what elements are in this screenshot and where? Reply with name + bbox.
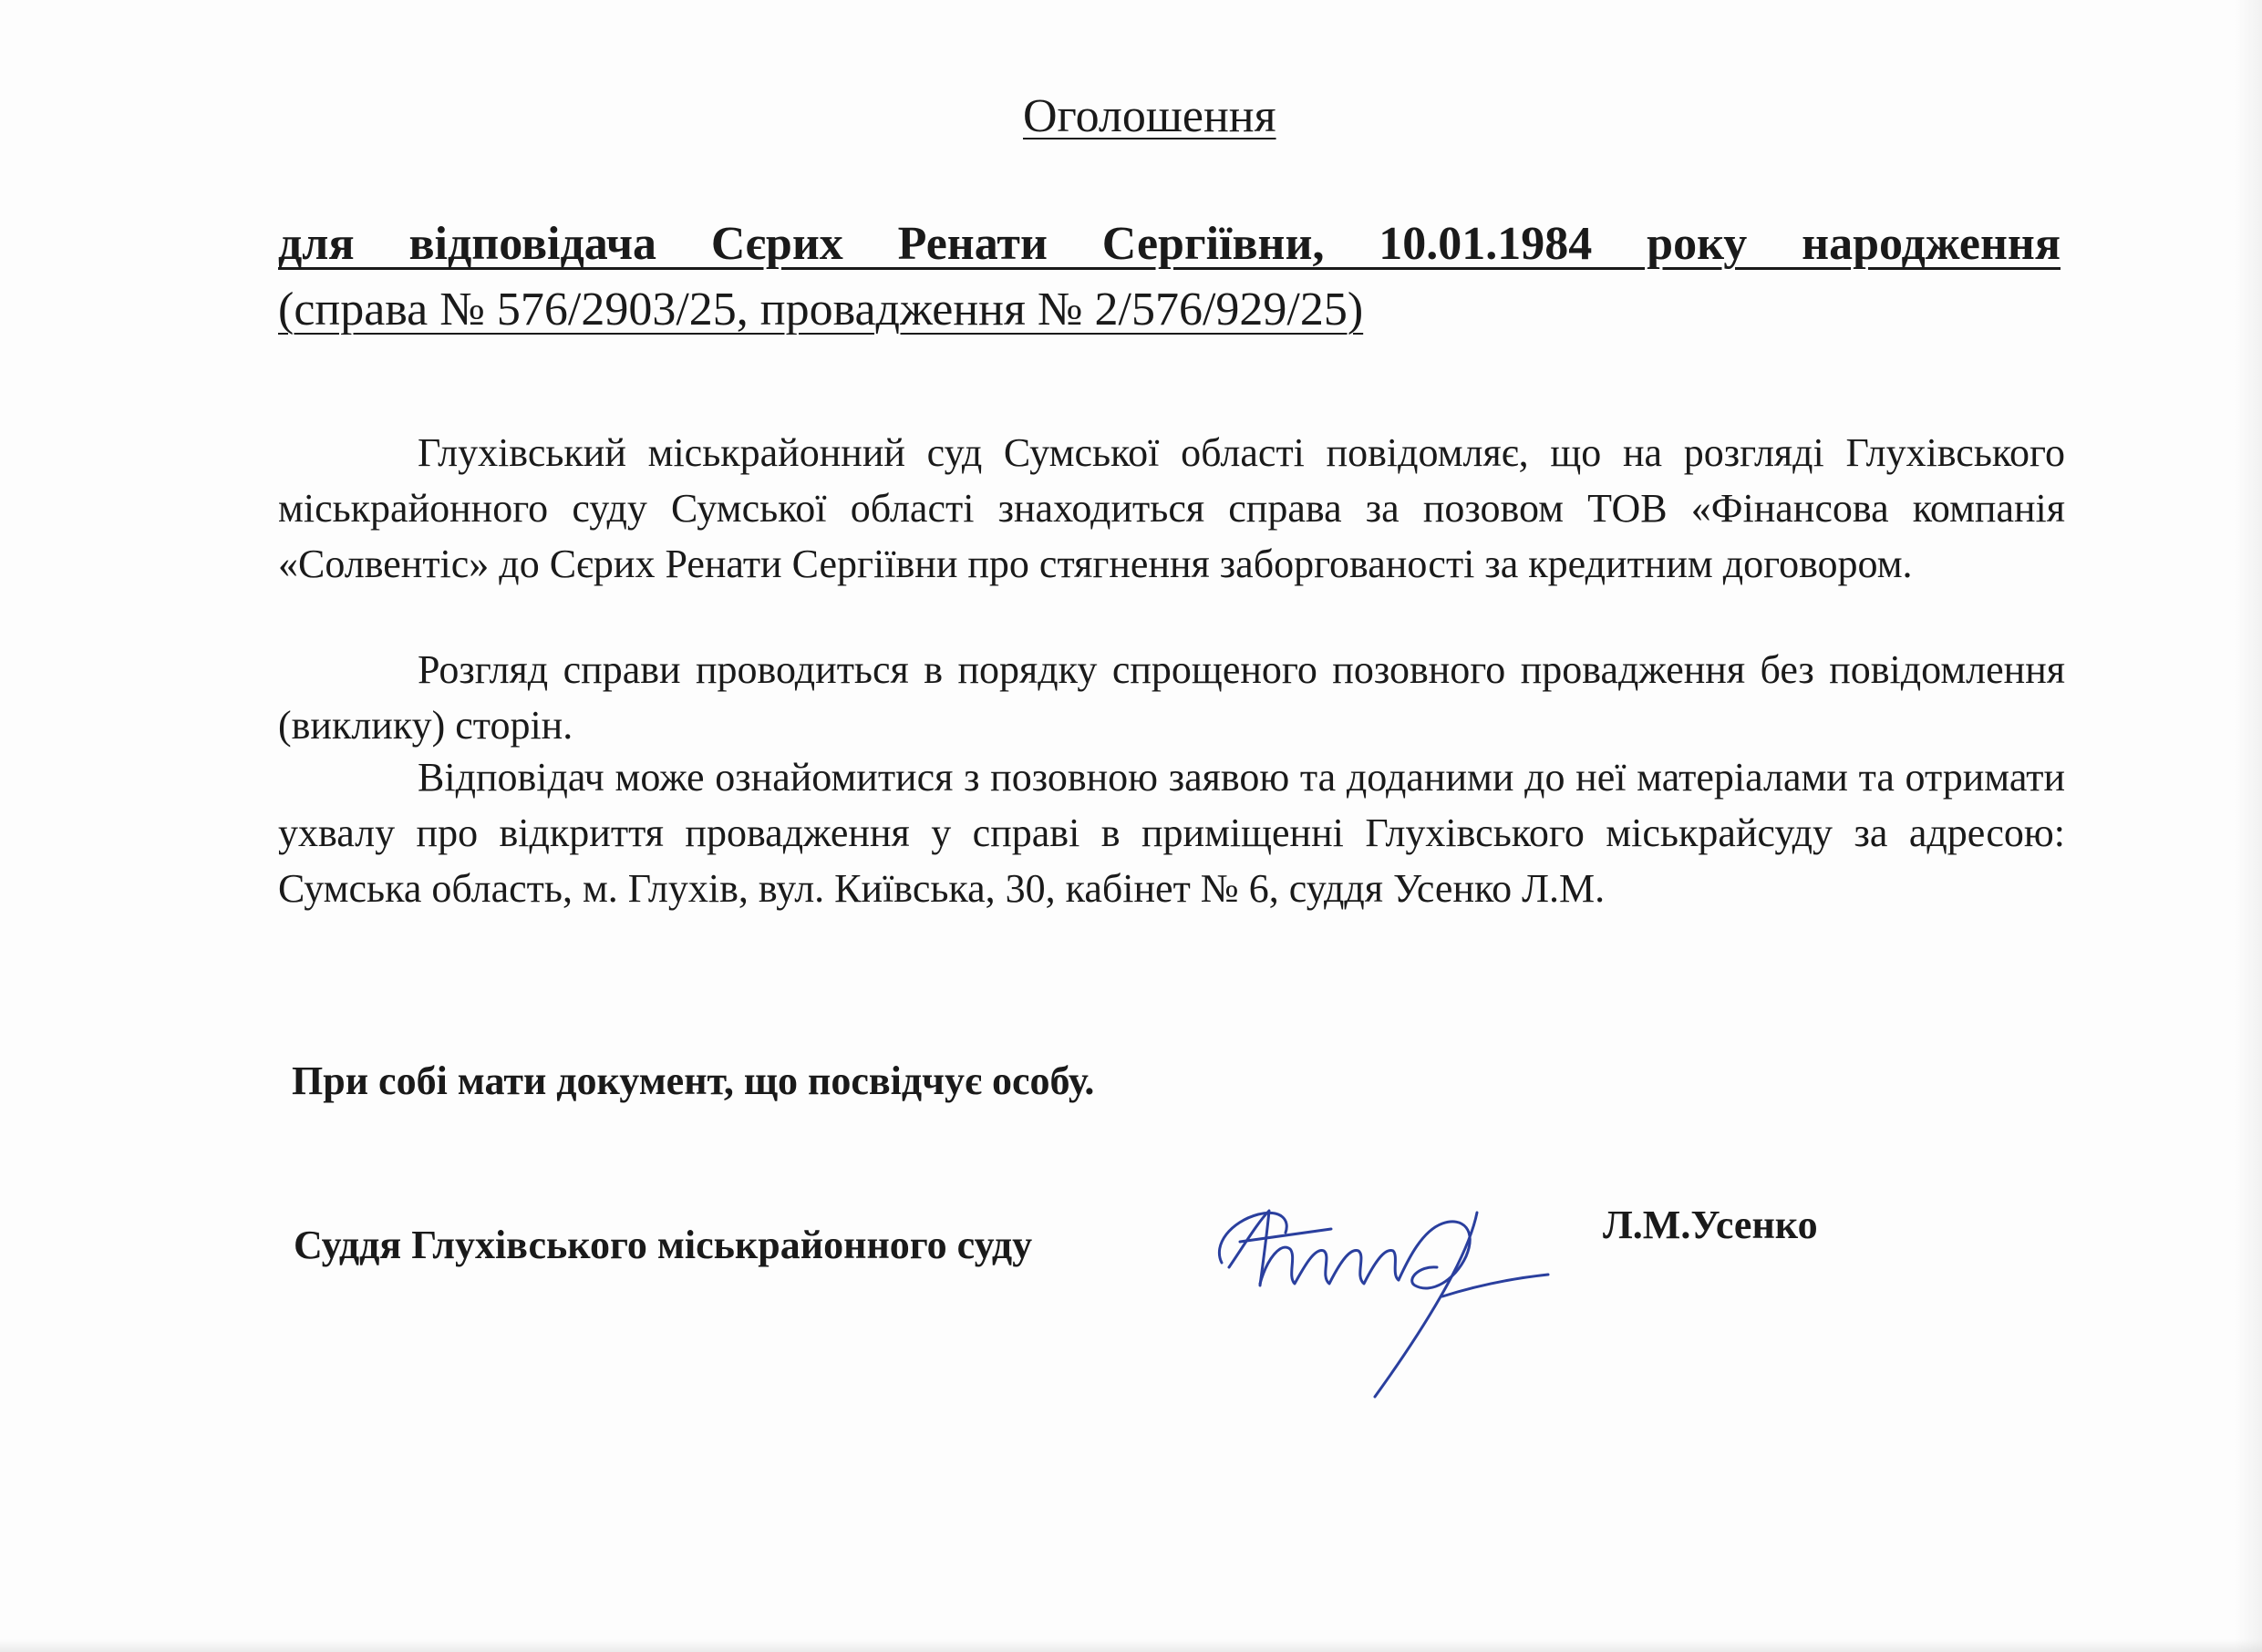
judge-position: Суддя Глухівського міськрайонного суду — [294, 1223, 1033, 1267]
paragraph-3-text: Відповідач може ознайомитися з позовною заявою та доданими до неї матеріалами та отримати ухвалу про відкриття провадження у справі в приміщенні Глухівського міськрайсуду за адресою: Сумська область, м. Глухів, вул. Київська, 30, кабінет № 6, суддя Усенко Л.М. — [278, 755, 2065, 911]
heading-case-number: (справа № 576/2903/25, провадження № 2/576/929/25) — [278, 284, 1364, 336]
paragraph-2-text: Розгляд справи проводиться в порядку спрощеного позовного провадження без повідомлення (виклику) сторін. — [278, 647, 2065, 748]
judge-name: Л.М.Усенко — [1603, 1203, 1818, 1247]
document-title: Оголошення — [1023, 90, 1276, 142]
paragraph-notice — [278, 425, 2065, 592]
scan-bottom-shadow — [0, 1639, 2262, 1652]
heading-defendant: для відповідача Сєрих Ренати Сергіївни, 10.01.1984 року народження — [278, 218, 2061, 270]
paragraph-address — [278, 749, 2065, 916]
scan-edge-shadow — [2235, 0, 2262, 1652]
handwritten-signature — [1203, 1158, 1586, 1404]
paragraph-procedure — [278, 642, 2065, 753]
paragraph-1-text: Глухівський міськрайонний суд Сумської області повідомляє, що на розгляді Глухівського міськрайонного суду Сумської області знаходиться справа за позовом ТОВ «Фінансова компанія «Солвентіс» до Сєрих Ренати Сергіївни про стягнення заборгованості за кредитним договором. — [278, 430, 2065, 586]
id-document-note: При собі мати документ, що посвідчує особу. — [292, 1058, 1095, 1103]
